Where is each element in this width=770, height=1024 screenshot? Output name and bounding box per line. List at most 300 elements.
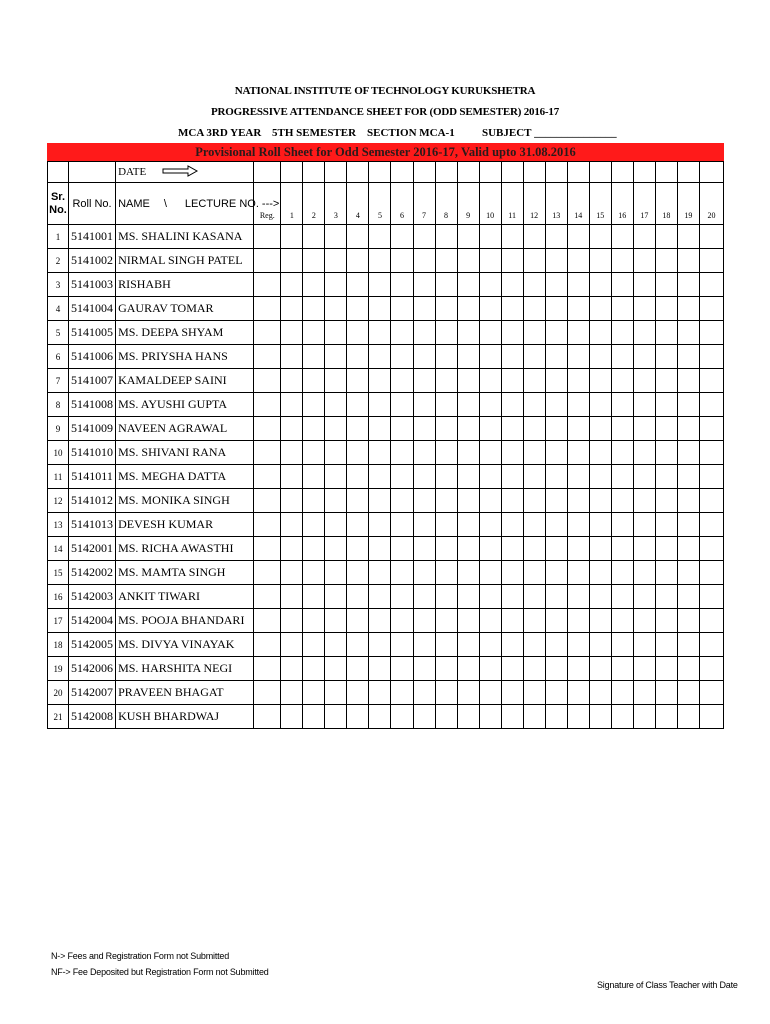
attendance-cell[interactable] (589, 465, 611, 489)
attendance-cell[interactable] (369, 393, 391, 417)
attendance-cell[interactable] (413, 561, 435, 585)
attendance-cell[interactable] (479, 657, 501, 681)
attendance-cell[interactable] (369, 657, 391, 681)
attendance-cell[interactable] (303, 393, 325, 417)
attendance-cell[interactable] (633, 345, 655, 369)
attendance-cell[interactable] (325, 273, 347, 297)
attendance-cell[interactable] (567, 345, 589, 369)
attendance-cell[interactable] (457, 657, 479, 681)
attendance-cell[interactable] (545, 633, 567, 657)
attendance-cell[interactable] (479, 513, 501, 537)
attendance-cell[interactable] (347, 633, 369, 657)
attendance-cell[interactable] (699, 417, 723, 441)
attendance-cell[interactable] (655, 585, 677, 609)
attendance-cell[interactable] (677, 681, 699, 705)
attendance-cell[interactable] (545, 561, 567, 585)
attendance-cell[interactable] (589, 561, 611, 585)
attendance-cell[interactable] (391, 273, 413, 297)
attendance-cell[interactable] (457, 537, 479, 561)
attendance-cell[interactable] (479, 585, 501, 609)
attendance-cell[interactable] (523, 633, 545, 657)
attendance-cell[interactable] (435, 537, 457, 561)
attendance-cell[interactable] (677, 657, 699, 681)
attendance-cell[interactable] (303, 249, 325, 273)
attendance-cell[interactable] (347, 537, 369, 561)
attendance-cell[interactable] (611, 513, 633, 537)
attendance-cell[interactable] (501, 249, 523, 273)
attendance-cell[interactable] (655, 369, 677, 393)
attendance-cell[interactable] (501, 369, 523, 393)
attendance-cell[interactable] (325, 465, 347, 489)
attendance-cell[interactable] (391, 633, 413, 657)
attendance-cell[interactable] (655, 657, 677, 681)
attendance-cell[interactable] (325, 249, 347, 273)
attendance-cell[interactable] (699, 345, 723, 369)
attendance-cell[interactable] (281, 513, 303, 537)
attendance-cell[interactable] (501, 321, 523, 345)
attendance-cell[interactable] (303, 705, 325, 729)
attendance-cell[interactable] (347, 225, 369, 249)
attendance-cell[interactable] (435, 633, 457, 657)
attendance-cell[interactable] (589, 513, 611, 537)
attendance-cell[interactable] (699, 369, 723, 393)
attendance-cell[interactable] (457, 705, 479, 729)
attendance-cell[interactable] (699, 609, 723, 633)
attendance-cell[interactable] (303, 633, 325, 657)
attendance-cell[interactable] (545, 441, 567, 465)
attendance-cell[interactable] (391, 369, 413, 393)
attendance-cell[interactable] (545, 537, 567, 561)
attendance-cell[interactable] (589, 249, 611, 273)
attendance-cell[interactable] (501, 441, 523, 465)
attendance-cell[interactable] (325, 537, 347, 561)
attendance-cell[interactable] (413, 585, 435, 609)
attendance-cell[interactable] (545, 369, 567, 393)
attendance-cell[interactable] (611, 609, 633, 633)
attendance-cell[interactable] (545, 513, 567, 537)
attendance-cell[interactable] (677, 441, 699, 465)
attendance-cell[interactable] (523, 297, 545, 321)
attendance-cell[interactable] (545, 297, 567, 321)
attendance-cell[interactable] (435, 321, 457, 345)
attendance-cell[interactable] (391, 681, 413, 705)
attendance-cell[interactable] (457, 273, 479, 297)
attendance-cell[interactable] (391, 417, 413, 441)
attendance-cell[interactable] (545, 249, 567, 273)
attendance-cell[interactable] (479, 225, 501, 249)
attendance-cell[interactable] (479, 489, 501, 513)
attendance-cell[interactable] (589, 489, 611, 513)
attendance-cell[interactable] (281, 561, 303, 585)
attendance-cell[interactable] (699, 513, 723, 537)
attendance-cell[interactable] (457, 489, 479, 513)
attendance-cell[interactable] (611, 561, 633, 585)
attendance-cell[interactable] (369, 489, 391, 513)
attendance-cell[interactable] (633, 273, 655, 297)
attendance-cell[interactable] (435, 441, 457, 465)
attendance-cell[interactable] (369, 297, 391, 321)
attendance-cell[interactable] (413, 345, 435, 369)
attendance-cell[interactable] (699, 273, 723, 297)
attendance-cell[interactable] (567, 225, 589, 249)
attendance-cell[interactable] (655, 681, 677, 705)
attendance-cell[interactable] (281, 273, 303, 297)
attendance-cell[interactable] (303, 561, 325, 585)
attendance-cell[interactable] (611, 369, 633, 393)
attendance-cell[interactable] (699, 321, 723, 345)
attendance-cell[interactable] (347, 321, 369, 345)
attendance-cell[interactable] (633, 609, 655, 633)
attendance-cell[interactable] (633, 585, 655, 609)
attendance-cell[interactable] (633, 633, 655, 657)
attendance-cell[interactable] (369, 321, 391, 345)
attendance-cell[interactable] (413, 369, 435, 393)
attendance-cell[interactable] (501, 513, 523, 537)
attendance-cell[interactable] (677, 705, 699, 729)
attendance-cell[interactable] (611, 273, 633, 297)
attendance-cell[interactable] (391, 393, 413, 417)
attendance-cell[interactable] (523, 369, 545, 393)
attendance-cell[interactable] (545, 609, 567, 633)
attendance-cell[interactable] (457, 321, 479, 345)
attendance-cell[interactable] (457, 513, 479, 537)
attendance-cell[interactable] (523, 585, 545, 609)
attendance-cell[interactable] (457, 681, 479, 705)
attendance-cell[interactable] (501, 345, 523, 369)
attendance-cell[interactable] (545, 225, 567, 249)
attendance-cell[interactable] (589, 705, 611, 729)
attendance-cell[interactable] (369, 225, 391, 249)
attendance-cell[interactable] (633, 561, 655, 585)
attendance-cell[interactable] (325, 441, 347, 465)
attendance-cell[interactable] (677, 513, 699, 537)
attendance-cell[interactable] (347, 585, 369, 609)
attendance-cell[interactable] (699, 585, 723, 609)
attendance-cell[interactable] (677, 321, 699, 345)
attendance-cell[interactable] (391, 225, 413, 249)
attendance-cell[interactable] (501, 705, 523, 729)
attendance-cell[interactable] (325, 513, 347, 537)
attendance-cell[interactable] (501, 681, 523, 705)
attendance-cell[interactable] (391, 249, 413, 273)
attendance-cell[interactable] (655, 489, 677, 513)
attendance-cell[interactable] (677, 225, 699, 249)
attendance-cell[interactable] (677, 465, 699, 489)
attendance-cell[interactable] (479, 441, 501, 465)
attendance-cell[interactable] (611, 393, 633, 417)
attendance-cell[interactable] (413, 489, 435, 513)
attendance-cell[interactable] (589, 681, 611, 705)
attendance-cell[interactable] (655, 537, 677, 561)
attendance-cell[interactable] (501, 417, 523, 441)
attendance-cell[interactable] (677, 585, 699, 609)
attendance-cell[interactable] (281, 609, 303, 633)
attendance-cell[interactable] (501, 273, 523, 297)
attendance-cell[interactable] (325, 225, 347, 249)
attendance-cell[interactable] (413, 681, 435, 705)
attendance-cell[interactable] (391, 513, 413, 537)
attendance-cell[interactable] (391, 705, 413, 729)
attendance-cell[interactable] (567, 657, 589, 681)
attendance-cell[interactable] (435, 561, 457, 585)
attendance-cell[interactable] (699, 705, 723, 729)
attendance-cell[interactable] (413, 321, 435, 345)
attendance-cell[interactable] (369, 537, 391, 561)
attendance-cell[interactable] (435, 609, 457, 633)
attendance-cell[interactable] (699, 393, 723, 417)
attendance-cell[interactable] (567, 585, 589, 609)
attendance-cell[interactable] (281, 465, 303, 489)
attendance-cell[interactable] (611, 585, 633, 609)
attendance-cell[interactable] (567, 609, 589, 633)
attendance-cell[interactable] (699, 297, 723, 321)
attendance-cell[interactable] (325, 657, 347, 681)
attendance-cell[interactable] (391, 609, 413, 633)
attendance-cell[interactable] (303, 465, 325, 489)
attendance-cell[interactable] (567, 441, 589, 465)
attendance-cell[interactable] (589, 417, 611, 441)
attendance-cell[interactable] (523, 705, 545, 729)
attendance-cell[interactable] (523, 417, 545, 441)
attendance-cell[interactable] (545, 657, 567, 681)
attendance-cell[interactable] (303, 609, 325, 633)
attendance-cell[interactable] (567, 705, 589, 729)
attendance-cell[interactable] (655, 393, 677, 417)
attendance-cell[interactable] (677, 609, 699, 633)
attendance-cell[interactable] (325, 633, 347, 657)
attendance-cell[interactable] (479, 609, 501, 633)
attendance-cell[interactable] (457, 225, 479, 249)
attendance-cell[interactable] (523, 225, 545, 249)
attendance-cell[interactable] (479, 561, 501, 585)
attendance-cell[interactable] (567, 465, 589, 489)
attendance-cell[interactable] (611, 681, 633, 705)
attendance-cell[interactable] (479, 369, 501, 393)
attendance-cell[interactable] (413, 633, 435, 657)
attendance-cell[interactable] (435, 513, 457, 537)
attendance-cell[interactable] (633, 465, 655, 489)
attendance-cell[interactable] (699, 561, 723, 585)
attendance-cell[interactable] (413, 609, 435, 633)
attendance-cell[interactable] (655, 609, 677, 633)
attendance-cell[interactable] (347, 369, 369, 393)
attendance-cell[interactable] (325, 417, 347, 441)
attendance-cell[interactable] (413, 465, 435, 489)
attendance-cell[interactable] (545, 273, 567, 297)
attendance-cell[interactable] (479, 345, 501, 369)
attendance-cell[interactable] (677, 489, 699, 513)
attendance-cell[interactable] (281, 633, 303, 657)
attendance-cell[interactable] (347, 681, 369, 705)
attendance-cell[interactable] (545, 705, 567, 729)
attendance-cell[interactable] (413, 249, 435, 273)
attendance-cell[interactable] (567, 417, 589, 441)
attendance-cell[interactable] (413, 705, 435, 729)
attendance-cell[interactable] (611, 657, 633, 681)
attendance-cell[interactable] (303, 321, 325, 345)
attendance-cell[interactable] (413, 417, 435, 441)
attendance-cell[interactable] (699, 681, 723, 705)
attendance-cell[interactable] (369, 465, 391, 489)
attendance-cell[interactable] (479, 633, 501, 657)
attendance-cell[interactable] (479, 465, 501, 489)
attendance-cell[interactable] (633, 417, 655, 441)
attendance-cell[interactable] (545, 489, 567, 513)
attendance-cell[interactable] (567, 513, 589, 537)
attendance-cell[interactable] (391, 345, 413, 369)
attendance-cell[interactable] (369, 345, 391, 369)
attendance-cell[interactable] (347, 561, 369, 585)
attendance-cell[interactable] (281, 393, 303, 417)
attendance-cell[interactable] (523, 441, 545, 465)
attendance-cell[interactable] (699, 633, 723, 657)
attendance-cell[interactable] (457, 633, 479, 657)
attendance-cell[interactable] (655, 465, 677, 489)
attendance-cell[interactable] (655, 273, 677, 297)
attendance-cell[interactable] (545, 465, 567, 489)
attendance-cell[interactable] (281, 321, 303, 345)
attendance-cell[interactable] (655, 513, 677, 537)
attendance-cell[interactable] (677, 633, 699, 657)
attendance-cell[interactable] (567, 249, 589, 273)
attendance-cell[interactable] (347, 513, 369, 537)
attendance-cell[interactable] (567, 633, 589, 657)
attendance-cell[interactable] (281, 705, 303, 729)
attendance-cell[interactable] (281, 249, 303, 273)
attendance-cell[interactable] (501, 585, 523, 609)
attendance-cell[interactable] (369, 585, 391, 609)
attendance-cell[interactable] (479, 321, 501, 345)
attendance-cell[interactable] (523, 321, 545, 345)
attendance-cell[interactable] (567, 681, 589, 705)
attendance-cell[interactable] (501, 609, 523, 633)
attendance-cell[interactable] (677, 417, 699, 441)
attendance-cell[interactable] (325, 585, 347, 609)
attendance-cell[interactable] (325, 681, 347, 705)
attendance-cell[interactable] (677, 393, 699, 417)
attendance-cell[interactable] (479, 249, 501, 273)
attendance-cell[interactable] (369, 513, 391, 537)
attendance-cell[interactable] (523, 681, 545, 705)
attendance-cell[interactable] (325, 369, 347, 393)
attendance-cell[interactable] (435, 345, 457, 369)
attendance-cell[interactable] (281, 489, 303, 513)
attendance-cell[interactable] (369, 249, 391, 273)
attendance-cell[interactable] (545, 681, 567, 705)
attendance-cell[interactable] (281, 681, 303, 705)
attendance-cell[interactable] (633, 369, 655, 393)
attendance-cell[interactable] (633, 705, 655, 729)
attendance-cell[interactable] (633, 297, 655, 321)
attendance-cell[interactable] (633, 393, 655, 417)
attendance-cell[interactable] (589, 321, 611, 345)
attendance-cell[interactable] (655, 441, 677, 465)
attendance-cell[interactable] (633, 441, 655, 465)
attendance-cell[interactable] (589, 609, 611, 633)
attendance-cell[interactable] (611, 537, 633, 561)
attendance-cell[interactable] (655, 225, 677, 249)
attendance-cell[interactable] (391, 585, 413, 609)
attendance-cell[interactable] (501, 489, 523, 513)
attendance-cell[interactable] (303, 513, 325, 537)
attendance-cell[interactable] (655, 561, 677, 585)
attendance-cell[interactable] (699, 225, 723, 249)
attendance-cell[interactable] (325, 705, 347, 729)
attendance-cell[interactable] (677, 273, 699, 297)
attendance-cell[interactable] (457, 441, 479, 465)
attendance-cell[interactable] (567, 489, 589, 513)
attendance-cell[interactable] (303, 345, 325, 369)
attendance-cell[interactable] (479, 417, 501, 441)
attendance-cell[interactable] (523, 561, 545, 585)
attendance-cell[interactable] (369, 273, 391, 297)
attendance-cell[interactable] (435, 585, 457, 609)
attendance-cell[interactable] (611, 321, 633, 345)
attendance-cell[interactable] (303, 537, 325, 561)
attendance-cell[interactable] (369, 369, 391, 393)
attendance-cell[interactable] (501, 537, 523, 561)
attendance-cell[interactable] (347, 489, 369, 513)
attendance-cell[interactable] (457, 609, 479, 633)
attendance-cell[interactable] (677, 561, 699, 585)
attendance-cell[interactable] (501, 561, 523, 585)
attendance-cell[interactable] (545, 393, 567, 417)
attendance-cell[interactable] (391, 657, 413, 681)
attendance-cell[interactable] (347, 657, 369, 681)
attendance-cell[interactable] (633, 513, 655, 537)
attendance-cell[interactable] (435, 465, 457, 489)
attendance-cell[interactable] (699, 537, 723, 561)
attendance-cell[interactable] (633, 225, 655, 249)
attendance-cell[interactable] (523, 537, 545, 561)
attendance-cell[interactable] (369, 681, 391, 705)
attendance-cell[interactable] (633, 681, 655, 705)
attendance-cell[interactable] (611, 297, 633, 321)
attendance-cell[interactable] (347, 249, 369, 273)
attendance-cell[interactable] (611, 417, 633, 441)
attendance-cell[interactable] (457, 585, 479, 609)
attendance-cell[interactable] (589, 297, 611, 321)
attendance-cell[interactable] (633, 249, 655, 273)
attendance-cell[interactable] (435, 417, 457, 441)
attendance-cell[interactable] (391, 321, 413, 345)
attendance-cell[interactable] (281, 441, 303, 465)
attendance-cell[interactable] (501, 657, 523, 681)
attendance-cell[interactable] (391, 297, 413, 321)
attendance-cell[interactable] (413, 657, 435, 681)
attendance-cell[interactable] (347, 705, 369, 729)
attendance-cell[interactable] (655, 705, 677, 729)
attendance-cell[interactable] (545, 585, 567, 609)
attendance-cell[interactable] (523, 273, 545, 297)
attendance-cell[interactable] (457, 417, 479, 441)
attendance-cell[interactable] (589, 537, 611, 561)
attendance-cell[interactable] (303, 417, 325, 441)
attendance-cell[interactable] (435, 681, 457, 705)
attendance-cell[interactable] (479, 681, 501, 705)
attendance-cell[interactable] (699, 465, 723, 489)
attendance-cell[interactable] (435, 297, 457, 321)
attendance-cell[interactable] (303, 585, 325, 609)
attendance-cell[interactable] (369, 441, 391, 465)
attendance-cell[interactable] (457, 369, 479, 393)
attendance-cell[interactable] (347, 297, 369, 321)
attendance-cell[interactable] (479, 393, 501, 417)
attendance-cell[interactable] (633, 657, 655, 681)
attendance-cell[interactable] (347, 465, 369, 489)
attendance-cell[interactable] (655, 249, 677, 273)
attendance-cell[interactable] (435, 393, 457, 417)
